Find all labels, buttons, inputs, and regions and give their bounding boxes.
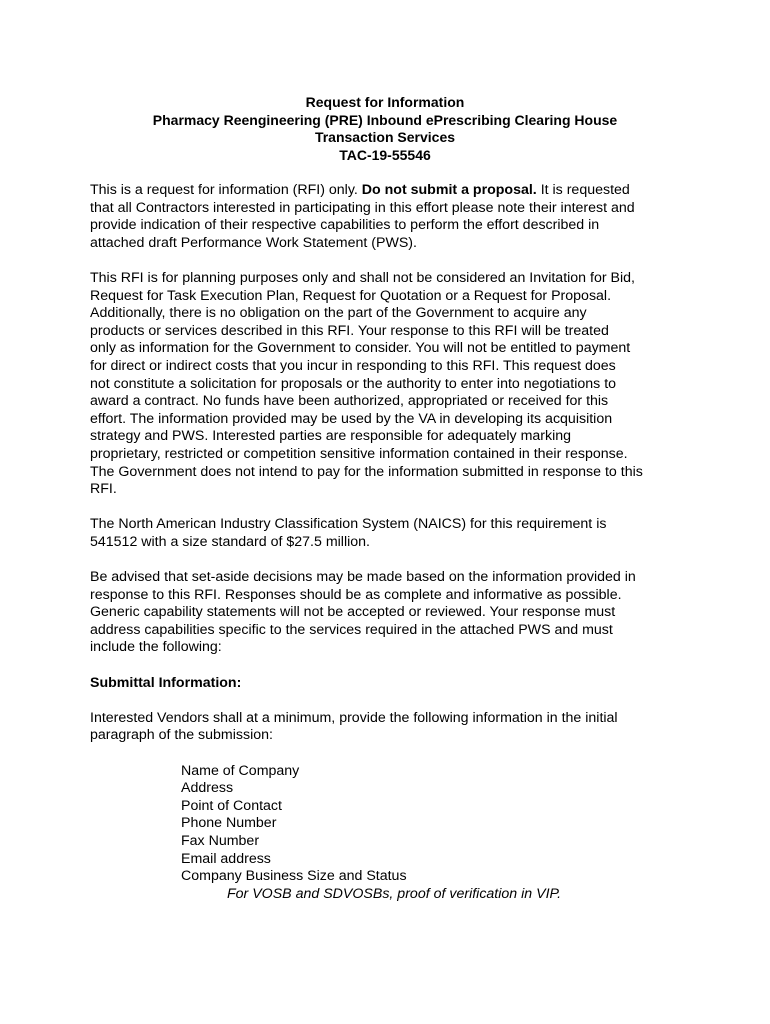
paragraph-line: not constitute a solicitation for proposals or the authority to enter into negotiations to bbox=[90, 375, 617, 392]
paragraph-line: strategy and PWS. Interested parties are responsible for adequately marking bbox=[90, 428, 572, 445]
submittal-heading: Submittal Information: bbox=[90, 674, 242, 691]
paragraph-line: Be advised that set-aside decisions may be made based on the information provided in bbox=[90, 569, 636, 586]
verification-note: For VOSB and SDVOSBs, proof of verification in VIP. bbox=[227, 885, 562, 902]
paragraph-line bbox=[90, 182, 690, 200]
text-run: It is requested bbox=[536, 182, 630, 198]
header-tac-number: TAC-19-55546 bbox=[339, 147, 431, 164]
paragraph-line: for direct or indirect costs that you incur in responding to this RFI. This request does bbox=[90, 357, 616, 374]
paragraph-line: effort. The information provided may be used by the VA in developing its acquisition bbox=[90, 410, 613, 427]
paragraph-line: RFI. bbox=[90, 481, 117, 498]
text-run: This is a request for information (RFI) only. bbox=[90, 182, 362, 198]
list-item: Phone Number bbox=[181, 815, 277, 832]
paragraph-line: This RFI is for planning purposes only and shall not be considered an Invitation for Bid, bbox=[90, 269, 635, 286]
required-info-list bbox=[90, 763, 690, 886]
paragraph-line: Interested Vendors shall at a minimum, provide the following information in the initial bbox=[90, 709, 618, 726]
paragraph-line: products or services described in this RFI. Your response to this RFI will be treated bbox=[90, 322, 609, 339]
list-item: Fax Number bbox=[181, 832, 260, 849]
paragraph-line: paragraph of the submission: bbox=[90, 727, 273, 744]
paragraph-line: include the following: bbox=[90, 639, 222, 656]
paragraph-line: only as information for the Government to consider. You will not be entitled to payment bbox=[90, 340, 631, 357]
list-item: Company Business Size and Status bbox=[181, 868, 407, 885]
header-program: Pharmacy Reengineering (PRE) Inbound ePrescribing Clearing House bbox=[152, 111, 618, 128]
paragraph-line: 541512 with a size standard of $27.5 million. bbox=[90, 533, 370, 550]
paragraph-line: award a contract. No funds have been authorized, appropriated or received for this bbox=[90, 393, 609, 410]
list-item: Point of Contact bbox=[181, 797, 282, 814]
do-not-submit-notice: Do not submit a proposal. bbox=[361, 182, 537, 198]
list-item: Name of Company bbox=[181, 762, 300, 779]
paragraph-set-aside bbox=[90, 569, 690, 657]
paragraph-line: Generic capability statements will not be accepted or reviewed. Your response must bbox=[90, 604, 616, 621]
paragraph-line: that all Contractors interested in participating in this effort please note their interest and bbox=[90, 199, 635, 216]
paragraph-line: The Government does not intend to pay for the information submitted in response to this bbox=[90, 463, 643, 480]
paragraph-naics bbox=[90, 516, 690, 551]
paragraph-submittal-intro bbox=[90, 710, 690, 745]
header-program-continued: Transaction Services bbox=[314, 129, 456, 146]
document-body bbox=[90, 182, 690, 903]
paragraph-line: proprietary, restricted or competition sensitive information contained in their response. bbox=[90, 445, 628, 462]
paragraph-line: Request for Task Execution Plan, Request for Quotation or a Request for Proposal. bbox=[90, 287, 612, 304]
paragraph-line: Additionally, there is no obligation on the part of the Government to acquire any bbox=[90, 305, 587, 322]
document-header bbox=[0, 94, 770, 165]
paragraph-line: provide indication of their respective capabilities to perform the effort described in bbox=[90, 217, 600, 234]
paragraph-line: address capabilities specific to the services required in the attached PWS and must bbox=[90, 621, 613, 638]
header-title: Request for Information bbox=[305, 94, 465, 110]
paragraph-line: The North American Industry Classification System (NAICS) for this requirement is bbox=[90, 516, 607, 533]
paragraph-line: response to this RFI. Responses should be as complete and informative as possible. bbox=[90, 586, 622, 603]
paragraph-planning-purposes bbox=[90, 270, 690, 499]
paragraph-line: attached draft Performance Work Statement (PWS). bbox=[90, 234, 417, 251]
paragraph-rfi-notice bbox=[90, 182, 690, 252]
list-item: Address bbox=[181, 780, 234, 797]
list-item: Email address bbox=[181, 850, 271, 867]
